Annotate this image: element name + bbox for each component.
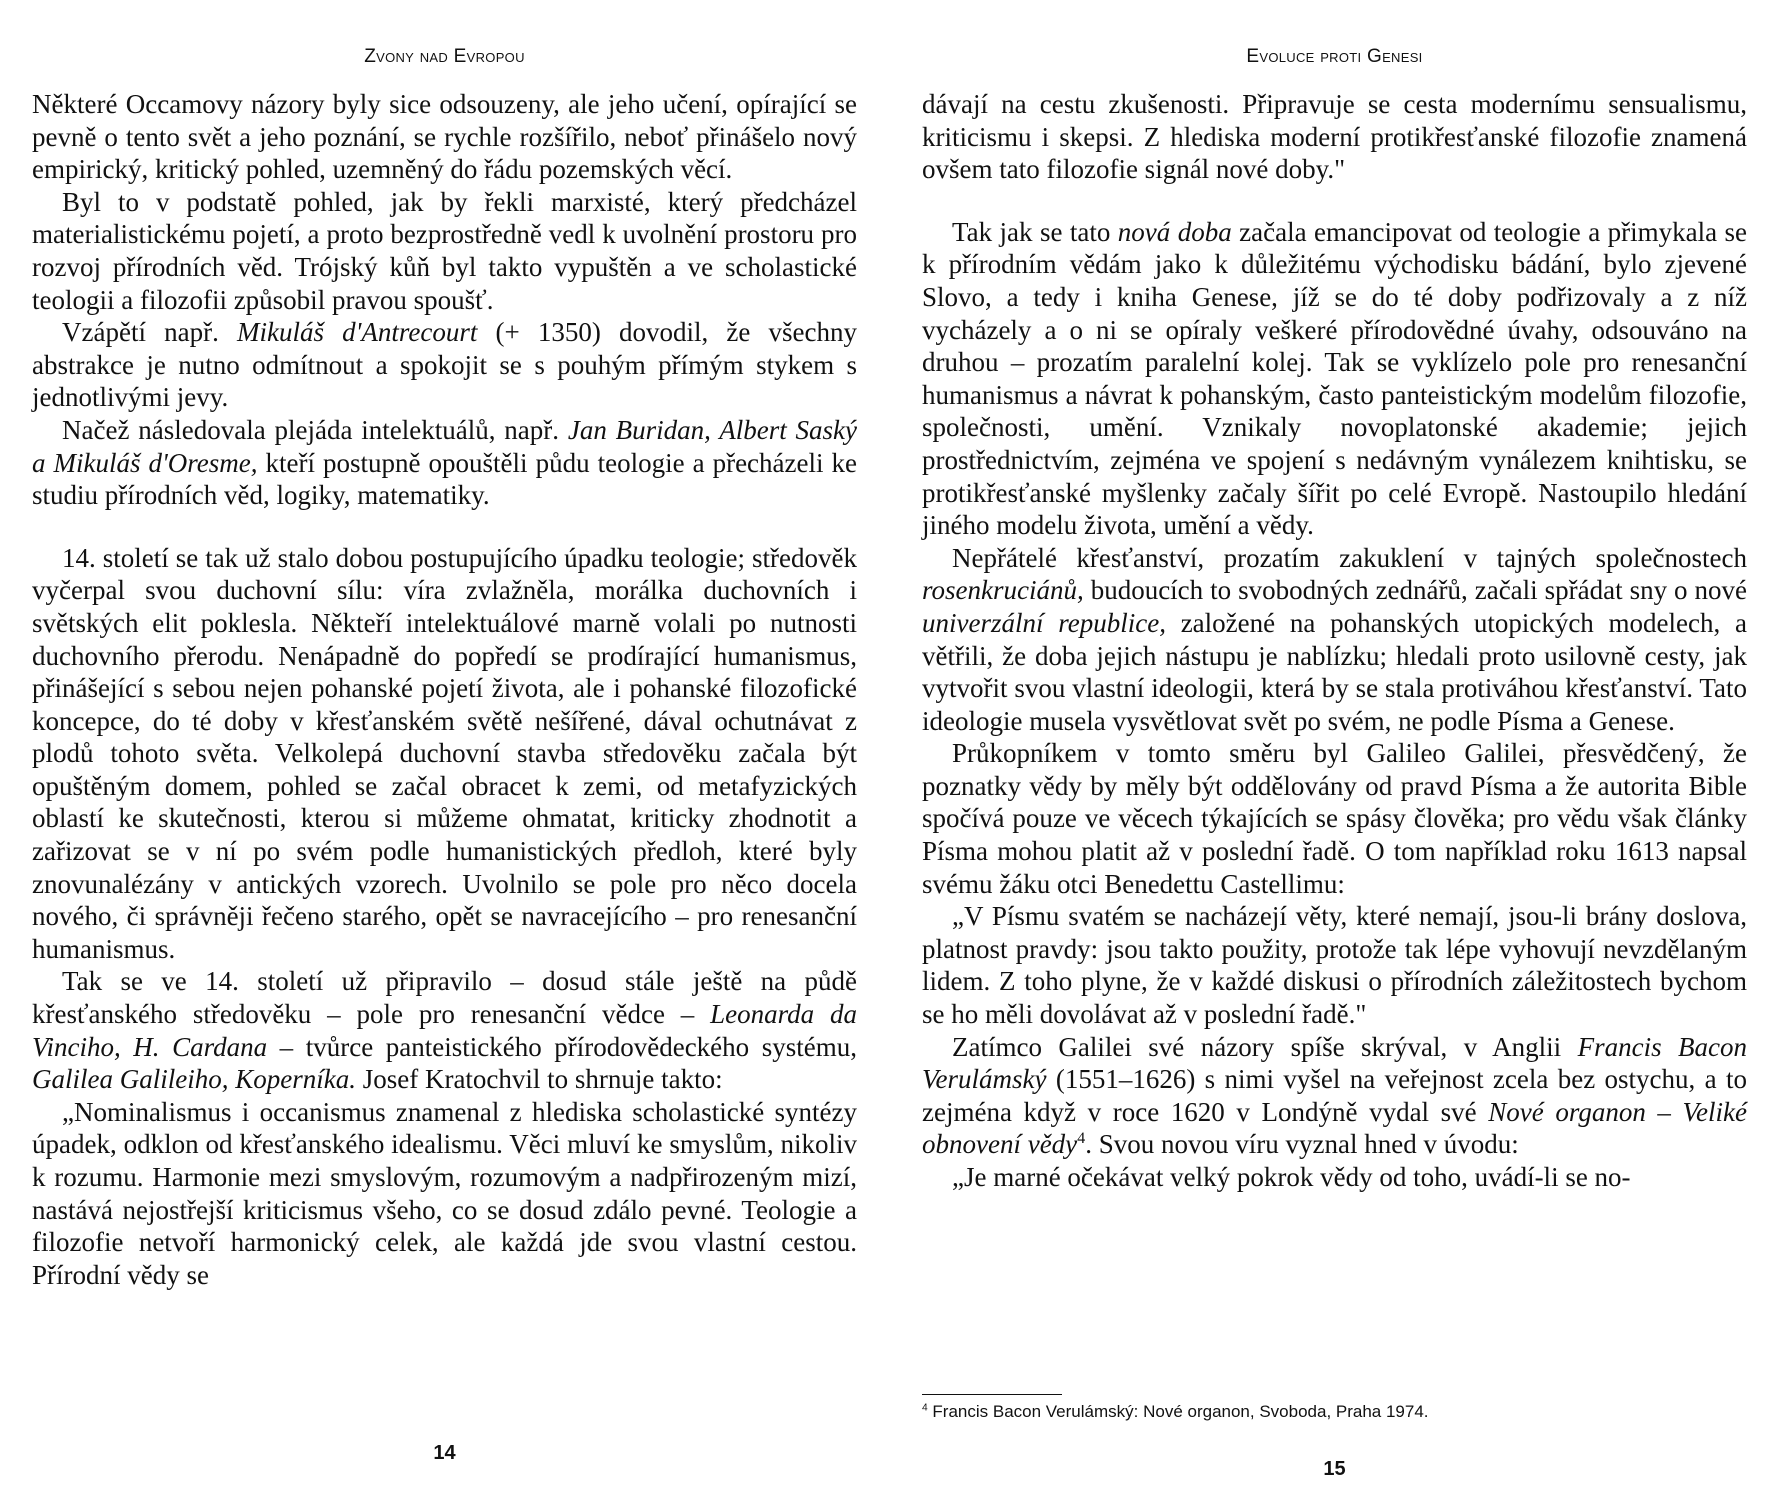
paragraph: Tak se ve 14. století už připravilo – dosud stále ještě na půdě křesťanského středověku – pole pro renesanční vědce – Leonarda da Vinciho, H. Cardana – tvůrce panteistického přírodovědeckého systému, Galilea Galileiho, Koperníka. Josef Kratochvil to shrnuje takto:: [32, 966, 857, 1095]
footnote-divider: [922, 1394, 1062, 1395]
footnote-reference[interactable]: 4: [1077, 1129, 1086, 1148]
paragraph: Zatímco Galilei své názory spíše skrýval, v Anglii Francis Bacon Verulámský (1551–1626) s nimi vyšel na veřejnost zcela bez ostychu, a to zejména když v roce 1620 v Londýně vydal své Nové organon – Veliké obnovení vědy$^4$. Svou novou víru vyznal hned v úvodu:: [922, 1031, 1747, 1160]
italic-term: nová doba: [1117, 216, 1232, 247]
italic-name: Leonarda da Vinciho, H. Cardana: [32, 999, 857, 1062]
footnote: [922, 1402, 1747, 1422]
footnote-text: Francis Bacon Verulámský: Nové organon, Svoboda, Praha 1974.: [927, 1402, 1429, 1421]
paragraph: Načež následovala plejáda intelektuálů, např. Jan Buridan, Albert Saský a Mikuláš d'Oresme, kteří postupně opouštěli půdu teologie a přecházeli ke studiu přírodních věd, logiky, matematiky.: [32, 414, 857, 511]
italic-name: Jan Buridan, Albert Saský a Mikuláš d'Oresme,: [32, 414, 857, 478]
paragraph: Některé Occamovy názory byly sice odsouzeny, ale jeho učení, opírající se pevně o tento svět a jeho poznání, se rychle rozšířilo, neboť přinášelo nový empirický, kritický pohled, uzemněný do řádu pozemských věcí.: [32, 89, 857, 185]
page-number-right: 15: [1323, 1458, 1346, 1480]
paragraph: Vzápětí např. Mikuláš d'Antrecourt (+ 1350) dovodil, že všechny abstrakce je nutno odmítnout a spokojit se s pouhým přímým stykem s jednotlivými jevy.: [32, 317, 857, 413]
footnote-marker: 4: [922, 1402, 928, 1414]
italic-name: Galilea Galileiho, Koperníka.: [32, 1064, 356, 1095]
paragraph: Byl to v podstatě pohled, jak by řekli marxisté, který předcházel materialistickému pojetí, a proto bezprostředně vedl k uvolnění prostoru pro rozvoj přírodních věd. Trójský kůň byl takto vypuštěn a ve scholastické teologii a filozofii způsobil pravou spoušť.: [32, 186, 857, 315]
italic-name: Mikuláš d'Antrecourt: [236, 317, 478, 348]
quote-paragraph: „Je marné očekávat velký pokrok vědy od toho, uvádí-li se no-: [952, 1162, 1631, 1192]
page-number-left: 14: [433, 1442, 456, 1464]
italic-name: Francis Bacon Verulámský: [922, 1031, 1747, 1095]
paragraph: Nepřátelé křesťanství, prozatím zakuklení v tajných společnostech rosenkruciánů, budoucích to svobodných zednářů, začali spřádat sny o nové univerzální republice, založené na pohanských utopických modelech, a větřili, že doba jejich nástupu je nablízku; hledali proto usilovně cesty, jak vytvořit svou vlastní ideologii, která by se stala protiváhou křesťanství. Tato ideologie musela vysvětlovat svět po svém, ne podle Písma a Genese.: [922, 542, 1747, 736]
running-head-left: Zvony nad Evropou: [364, 46, 525, 67]
paragraph: dávají na cestu zkušenosti. Připravuje se cesta modernímu sensualismu, kriticismu i skepsi. Z hlediska moderní protikřesťanské filozofie znamená ovšem tato filozofie signál nové doby.": [922, 89, 1747, 185]
paragraph: Tak jak se tato nová doba začala emancipovat od teologie a přimykala se k přírodním vědám jako k důležitému východisku bádání, bylo zjevené Slovo, a tedy i kniha Genese, jíž se do té doby podřizovaly a z níž vycházely a o ni se opíraly veškeré přírodovědné úvahy, odsouváno na druhou – prozatím paralelní kolej. Tak se vyklízelo pole pro renesanční humanismus a návrat k pohanským, často panteistickým modelům filozofie, společnosti, umění. Vznikaly novoplatonské akademie; jejich prostřednictvím, zejména ve spojení s nedávným vynálezem knihtisku, se protikřesťanské myšlenky začaly šířit po celé Evropě. Nastoupilo hledání jiného modelu života, umění a vědy.: [922, 216, 1747, 541]
quote-paragraph: „V Písmu svatém se nacházejí věty, které nemají, jsou-li brány doslova, platnost pravdy: jsou takto použity, protože tak lépe vyhovují nevzdělaným lidem. Z toho plyne, že v každé diskusi o přírodních záležitostech bychom se ho měli dovolávat až v poslední řadě.": [922, 901, 1747, 1030]
italic-title: Nové organon – Veliké obnovení vědy: [922, 1096, 1747, 1160]
italic-term: univerzální republice,: [922, 607, 1166, 638]
left-page: [32, 0, 857, 1500]
italic-term: rosenkruciánů,: [922, 575, 1084, 606]
paragraph: 14. století se tak už stalo dobou postupujícího úpadku teologie; středověk vyčerpal svou duchovní sílu: víra zvlažněla, morálka duchovních i světských elit poklesla. Někteří intelektuálové marně volali po nutnosti duchovního přerodu. Nenápadně do popředí se prodírající humanismus, přinášející s sebou nejen pohanské pojetí života, ale i pohanské filozofické koncepce, do té doby v křesťanském světě nešířené, dával ochutnávat z plodů tohoto světa. Velkolepá duchovní stavba středověku začala být opuštěným domem, pohled se začal obracet k zemi, od metafyzických oblastí ke skutečnosti, kterou si můžeme ohmatat, kriticky zhodnotit a zařizovat se v ní po svém podle humanistických předloh, které byly znovunalézány v antických vzorech. Uvolnilo se pole pro něco docela nového, či správněji řečeno starého, opět se navracejícího – pro renesanční humanismus.: [32, 542, 857, 964]
right-page: [922, 0, 1747, 1500]
quote-paragraph: „Nominalismus i occanismus znamenal z hlediska scholastické syntézy úpadek, odklon od křesťanského idealismu. Věci mluví ke smyslům, nikoliv k rozumu. Harmonie mezi smyslovým, rozumovým a nadpřirozeným mizí, nastává nejostřejší kriticismus všeho, co se dosud zdálo pevné. Teologie a filozofie netvoří harmonický celek, ale každá jde svou vlastní cestou. Přírodní vědy se: [32, 1096, 857, 1290]
running-head-right: Evoluce proti Genesi: [1246, 46, 1423, 67]
right-page-text: [922, 88, 1747, 1194]
paragraph: Průkopníkem v tomto směru byl Galileo Galilei, přesvědčený, že poznatky vědy by měly být oddělovány od pravd Písma a že autorita Bible spočívá pouze ve věcech týkajících se spásy člověka; pro vědu však články Písma mohou platit až v poslední řadě. O tom například roku 1613 napsal svému žáku otci Benedettu Castellimu:: [922, 738, 1747, 899]
left-page-text: [32, 88, 857, 1291]
